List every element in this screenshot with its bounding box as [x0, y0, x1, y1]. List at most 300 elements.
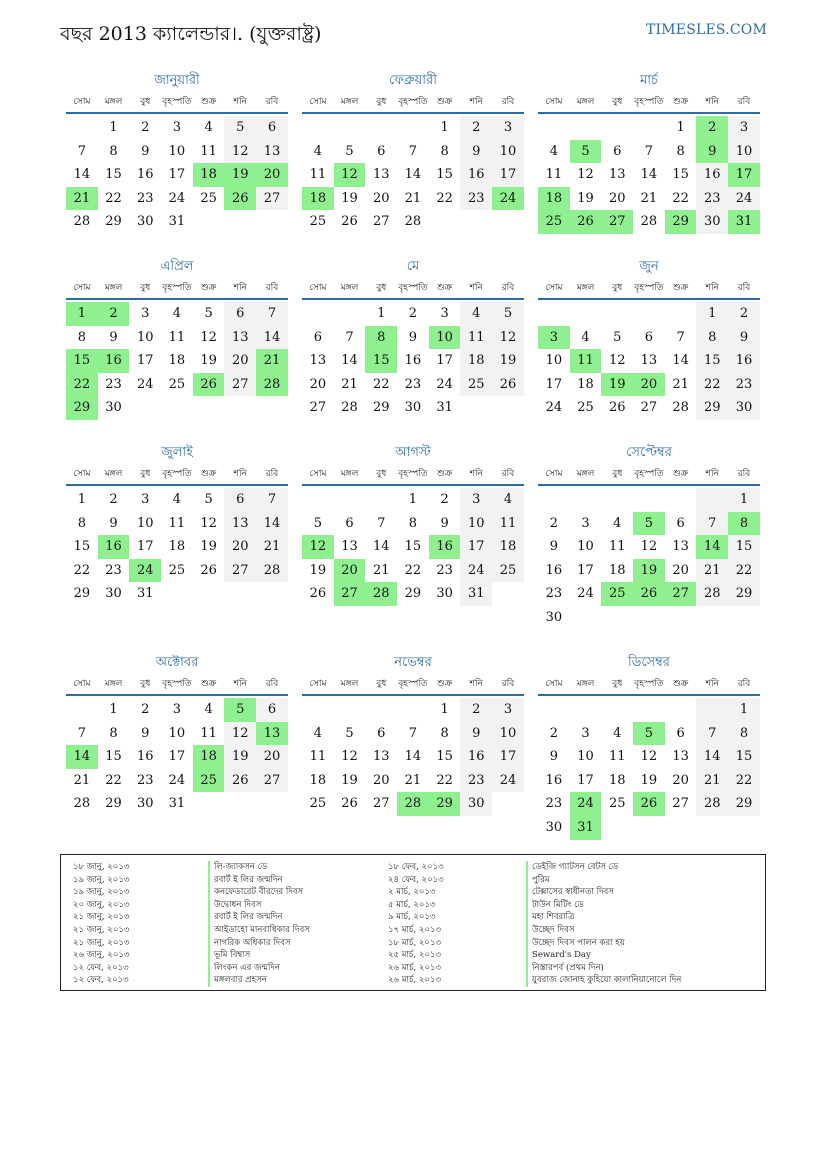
- day-cell: 3: [581, 515, 590, 531]
- day-cell: 20: [372, 772, 390, 788]
- weekday-label: বুধ: [140, 678, 151, 689]
- month-name: ফেব্রুয়ারী: [389, 73, 437, 88]
- day-cell: 15: [404, 539, 422, 555]
- month-10: [302, 654, 524, 816]
- day-cell-empty: [728, 606, 760, 630]
- weekday-label: শনি: [233, 282, 247, 293]
- day-cell: 30: [728, 396, 760, 420]
- weekday-label: বৃহস্পতি: [634, 468, 664, 479]
- day-cell: 6: [676, 515, 685, 531]
- week-row: [302, 769, 524, 793]
- day-cell: 12: [334, 163, 366, 187]
- week-row: [302, 116, 524, 140]
- weekday-label: রবি: [737, 282, 751, 293]
- month-name: নভেম্বর: [394, 655, 432, 670]
- day-cell: 13: [608, 167, 626, 183]
- holiday-name: উচ্ছেদ দিবস: [526, 924, 681, 937]
- day-cell-empty: [728, 816, 760, 840]
- weekday-label: শনি: [469, 678, 483, 689]
- day-cell: 13: [640, 353, 658, 369]
- day-cell: 14: [696, 535, 728, 559]
- day-cell: 6: [313, 329, 322, 345]
- weekday-label: মঙ্গল: [340, 282, 359, 293]
- day-cell: 20: [256, 745, 288, 769]
- weekday-label: বুধ: [376, 678, 387, 689]
- day-cell: 31: [168, 214, 186, 230]
- weekday-label: মঙ্গল: [340, 468, 359, 479]
- day-cell: 19: [224, 745, 256, 769]
- day-cell: 24: [577, 586, 594, 602]
- day-cell-empty: [397, 698, 429, 722]
- holiday-date: ১৮ জানু, ২০১৩: [73, 862, 130, 872]
- day-cell: 17: [168, 167, 186, 183]
- day-cell: 14: [696, 745, 728, 769]
- day-cell-empty: [633, 488, 665, 512]
- day-cell-empty: [397, 116, 429, 140]
- day-cell: 23: [460, 769, 492, 793]
- day-cell: 12: [640, 539, 658, 555]
- day-cell: 26: [224, 187, 256, 211]
- week-row: [66, 582, 288, 606]
- day-cell: 14: [640, 167, 658, 183]
- day-cell: 11: [168, 329, 186, 345]
- day-cell: 12: [492, 326, 524, 350]
- day-cell: 29: [728, 582, 760, 606]
- day-cell-empty: [302, 302, 334, 326]
- day-cell: 23: [136, 190, 154, 206]
- day-cell: 20: [672, 562, 689, 578]
- day-cell: 3: [728, 116, 760, 140]
- day-cell: 14: [372, 539, 390, 555]
- day-cell: 22: [696, 373, 728, 397]
- day-cell: 18: [608, 562, 626, 578]
- day-cell: 23: [460, 187, 492, 211]
- day-cell: 12: [577, 167, 594, 183]
- day-cell: 5: [345, 143, 354, 159]
- day-cell: 17: [136, 353, 154, 369]
- day-cell: 24: [492, 187, 524, 211]
- day-cell: 24: [168, 772, 186, 788]
- day-cell: 28: [640, 214, 658, 230]
- week-row: [66, 488, 288, 512]
- week-row: [538, 582, 760, 606]
- day-cell: 22: [372, 376, 390, 392]
- day-cell: 30: [545, 609, 563, 625]
- day-cell-empty: [633, 606, 665, 630]
- day-cell: 2: [460, 116, 492, 140]
- day-cell: 29: [429, 792, 461, 816]
- day-cell: 7: [408, 725, 418, 741]
- day-cell: 29: [105, 796, 122, 812]
- day-cell: 15: [728, 535, 760, 559]
- day-cell: 26: [341, 214, 358, 230]
- day-cell: 30: [696, 210, 728, 234]
- day-cell: 27: [256, 187, 288, 211]
- day-cell-empty: [633, 302, 665, 326]
- day-cell: 13: [256, 722, 288, 746]
- weekday-label: রবি: [737, 468, 751, 479]
- day-cell: 16: [136, 749, 154, 765]
- day-cell: 14: [341, 353, 358, 369]
- day-cell: 13: [224, 512, 256, 536]
- brand-link[interactable]: TIMESLES.COM: [646, 22, 767, 38]
- month-2: [538, 72, 760, 234]
- day-cell-empty: [256, 582, 288, 606]
- day-cell: 16: [429, 535, 461, 559]
- day-cell: 8: [728, 722, 760, 746]
- day-cell-empty: [665, 698, 697, 722]
- day-cell: 25: [460, 373, 492, 397]
- day-cell-empty: [334, 488, 366, 512]
- weekday-label: বৃহস্পতি: [398, 678, 428, 689]
- month-name: অক্টোবর: [155, 655, 199, 670]
- day-cell: 25: [577, 400, 594, 416]
- day-cell: 18: [492, 535, 524, 559]
- week-row: [302, 373, 524, 397]
- weekday-header: [538, 462, 760, 486]
- day-cell: 15: [672, 167, 689, 183]
- day-cell-empty: [302, 116, 334, 140]
- day-cell: 15: [73, 539, 91, 555]
- day-cell: 5: [204, 492, 213, 507]
- day-cell: 20: [608, 190, 626, 206]
- day-cell: 2: [460, 698, 492, 722]
- day-cell: 11: [545, 167, 563, 183]
- weekday-label: মঙ্গল: [576, 96, 595, 107]
- day-cell-empty: [129, 396, 161, 420]
- week-row: [538, 210, 760, 234]
- day-cell: 25: [601, 582, 633, 606]
- week-row: [538, 373, 760, 397]
- day-cell-empty: [601, 816, 633, 840]
- day-cell: 8: [109, 725, 118, 741]
- day-cell: 25: [492, 559, 524, 583]
- day-cell: 16: [404, 353, 422, 369]
- week-row: [538, 396, 760, 420]
- day-cell-empty: [696, 698, 728, 722]
- day-cell: 25: [193, 769, 225, 793]
- weekday-header: [66, 672, 288, 696]
- day-cell: 25: [200, 190, 217, 206]
- day-cell: 10: [545, 353, 563, 369]
- day-cell-empty: [334, 302, 366, 326]
- day-cell-empty: [429, 210, 461, 234]
- day-cell: 15: [696, 349, 728, 373]
- day-cell: 24: [545, 400, 563, 416]
- day-cell: 17: [436, 353, 453, 369]
- day-cell: 27: [224, 373, 256, 397]
- weekday-label: মঙ্গল: [104, 96, 123, 107]
- weekday-label: রবি: [265, 96, 279, 107]
- week-row: [302, 396, 524, 420]
- day-cell: 10: [492, 722, 524, 746]
- day-cell: 4: [313, 725, 322, 741]
- day-cell: 1: [408, 492, 418, 507]
- day-cell: 8: [676, 143, 685, 159]
- day-cell: 15: [436, 167, 453, 183]
- month-name: মে: [406, 259, 420, 274]
- holiday-date: ৫ মার্চ, ২০১৩: [388, 899, 436, 910]
- day-cell: 30: [105, 400, 122, 416]
- weekday-label: শনি: [233, 678, 247, 689]
- weekday-label: সোম: [73, 678, 91, 689]
- day-cell: 2: [109, 492, 118, 507]
- weekday-header: [66, 462, 288, 486]
- month-name: মার্চ: [639, 73, 658, 88]
- day-cell-empty: [161, 582, 193, 606]
- weekday-label: শনি: [469, 282, 483, 293]
- day-cell: 1: [77, 492, 86, 507]
- week-row: [66, 326, 288, 350]
- weekday-header: [538, 90, 760, 114]
- day-cell: 16: [136, 167, 154, 183]
- weekday-label: মঙ্গল: [104, 678, 123, 689]
- day-cell-empty: [633, 816, 665, 840]
- day-cell: 24: [168, 190, 186, 206]
- day-cell: 7: [77, 725, 86, 741]
- weekday-label: সোম: [73, 282, 91, 293]
- day-cell: 1: [440, 120, 449, 135]
- day-cell: 11: [460, 326, 492, 350]
- weekday-label: শুক্র: [672, 678, 689, 689]
- weekday-label: শুক্র: [200, 282, 217, 293]
- weekday-label: সোম: [73, 468, 91, 479]
- day-cell: 2: [98, 302, 130, 326]
- day-cell: 6: [224, 488, 256, 512]
- weekday-label: বুধ: [140, 468, 151, 479]
- week-row: [538, 302, 760, 326]
- day-cell: 27: [640, 400, 658, 416]
- day-cell: 2: [549, 515, 558, 531]
- week-row: [302, 698, 524, 722]
- day-cell: 6: [613, 143, 622, 159]
- holiday-dates-col: [388, 861, 444, 987]
- day-cell-empty: [66, 698, 98, 722]
- day-cell: 21: [696, 559, 728, 583]
- day-cell-empty: [193, 210, 225, 234]
- day-cell: 9: [696, 140, 728, 164]
- weekday-label: সোম: [545, 96, 563, 107]
- day-cell: 20: [224, 349, 256, 373]
- weekday-label: মঙ্গল: [576, 468, 595, 479]
- holiday-name: লিংকন এর জন্মদিন: [208, 962, 310, 975]
- month-1: [302, 72, 524, 234]
- day-cell: 4: [172, 306, 182, 321]
- day-cell: 8: [109, 143, 118, 159]
- holiday-date: ২৪ ফেব, ২০১৩: [388, 874, 444, 885]
- day-cell: 1: [676, 120, 685, 135]
- day-cell: 28: [256, 373, 288, 397]
- day-cell: 23: [136, 772, 154, 788]
- day-cell: 22: [672, 190, 689, 206]
- day-cell-empty: [365, 116, 397, 140]
- day-cell: 17: [492, 163, 524, 187]
- day-cell: 23: [436, 562, 453, 578]
- week-row: [538, 722, 760, 746]
- day-cell: 15: [66, 349, 98, 373]
- weekday-label: বৃহস্পতি: [634, 96, 664, 107]
- day-cell: 10: [728, 140, 760, 164]
- week-row: [302, 302, 524, 326]
- day-cell: 5: [633, 512, 665, 536]
- day-cell: 3: [460, 488, 492, 512]
- weekday-label: মঙ্গল: [104, 282, 123, 293]
- day-cell: 6: [644, 329, 654, 345]
- day-cell: 10: [577, 749, 594, 765]
- weekday-label: রবি: [265, 468, 279, 479]
- day-cell-empty: [365, 488, 397, 512]
- week-row: [302, 792, 524, 816]
- weekday-label: শনি: [233, 96, 247, 107]
- weekday-label: শনি: [469, 468, 483, 479]
- week-row: [66, 396, 288, 420]
- day-cell: 18: [309, 772, 327, 788]
- day-cell: 4: [492, 488, 524, 512]
- day-cell: 3: [538, 326, 570, 350]
- holiday-date: ১৯ জানু, ২০১৩: [73, 887, 130, 898]
- day-cell: 22: [404, 562, 422, 578]
- day-cell-empty: [193, 792, 225, 816]
- day-cell: 12: [640, 749, 658, 765]
- day-cell: 24: [570, 792, 602, 816]
- day-cell-empty: [696, 606, 728, 630]
- day-cell: 28: [365, 582, 397, 606]
- weekday-label: মঙ্গল: [340, 678, 359, 689]
- week-row: [538, 163, 760, 187]
- day-cell: 23: [105, 562, 122, 578]
- day-cell: 18: [168, 539, 186, 555]
- day-cell: 5: [313, 515, 322, 531]
- day-cell: 26: [633, 582, 665, 606]
- day-cell: 21: [696, 769, 728, 793]
- day-cell: 29: [665, 210, 697, 234]
- day-cell: 29: [372, 400, 390, 416]
- weekday-label: শুক্র: [200, 96, 217, 107]
- day-cell: 5: [633, 722, 665, 746]
- holiday-date: ২৬ জানু, ২০১৩: [73, 950, 130, 961]
- day-cell: 2: [408, 306, 418, 321]
- month-name: জুন: [639, 259, 659, 274]
- day-cell: 22: [436, 190, 453, 206]
- day-cell: 22: [105, 772, 122, 788]
- holiday-names-col: [208, 861, 310, 987]
- day-cell-empty: [460, 396, 492, 420]
- day-cell: 2: [141, 702, 150, 717]
- day-cell: 4: [613, 515, 622, 531]
- day-cell: 11: [492, 512, 524, 536]
- month-3: [66, 258, 288, 420]
- day-cell: 9: [109, 515, 118, 531]
- week-row: [66, 210, 288, 234]
- day-cell: 23: [728, 373, 760, 397]
- week-row: [538, 559, 760, 583]
- day-cell: 10: [577, 539, 594, 555]
- day-cell: 1: [109, 120, 118, 135]
- day-cell: 13: [672, 539, 689, 555]
- holiday-name: লি-জ্যাকসন ডে: [208, 861, 310, 874]
- day-cell: 28: [672, 400, 689, 416]
- month-0: [66, 72, 288, 234]
- weekday-label: শনি: [233, 468, 247, 479]
- day-cell: 16: [728, 349, 760, 373]
- day-cell: 26: [570, 210, 602, 234]
- day-cell: 29: [728, 792, 760, 816]
- day-cell: 27: [334, 582, 366, 606]
- week-row: [66, 512, 288, 536]
- day-cell: 19: [492, 349, 524, 373]
- week-row: [302, 210, 524, 234]
- day-cell-empty: [601, 606, 633, 630]
- day-cell-empty: [193, 582, 225, 606]
- day-cell: 3: [581, 725, 590, 741]
- week-row: [302, 512, 524, 536]
- day-cell: 15: [728, 745, 760, 769]
- week-row: [538, 769, 760, 793]
- day-cell: 24: [136, 376, 154, 392]
- day-cell: 7: [377, 515, 386, 531]
- day-cell: 19: [200, 353, 217, 369]
- day-cell: 27: [372, 796, 390, 812]
- week-row: [538, 745, 760, 769]
- weekday-label: শুক্র: [436, 96, 453, 107]
- day-cell: 3: [492, 698, 524, 722]
- day-cell: 7: [696, 722, 728, 746]
- day-cell: 16: [460, 745, 492, 769]
- day-cell: 19: [633, 559, 665, 583]
- day-cell: 2: [549, 725, 558, 741]
- day-cell: 23: [545, 796, 563, 812]
- day-cell: 28: [73, 214, 91, 230]
- day-cell: 10: [136, 329, 154, 345]
- day-cell: 4: [313, 143, 322, 159]
- month-name: এপ্রিল: [160, 259, 194, 274]
- day-cell-empty: [256, 210, 288, 234]
- day-cell: 27: [601, 210, 633, 234]
- day-cell: 27: [309, 400, 327, 416]
- week-row: [66, 163, 288, 187]
- day-cell: 21: [66, 187, 98, 211]
- month-8: [538, 444, 760, 630]
- weekday-label: বুধ: [376, 282, 387, 293]
- day-cell: 28: [397, 792, 429, 816]
- day-cell: 1: [728, 698, 760, 722]
- week-row: [538, 116, 760, 140]
- week-row: [302, 326, 524, 350]
- day-cell: 12: [200, 515, 217, 531]
- day-cell: 9: [109, 329, 118, 345]
- day-cell: 30: [404, 400, 422, 416]
- day-cell: 14: [404, 167, 422, 183]
- weekday-label: শনি: [705, 282, 719, 293]
- day-cell: 7: [644, 143, 654, 159]
- month-name: জুলাই: [161, 445, 193, 460]
- day-cell: 17: [728, 163, 760, 187]
- holiday-name: যুবরাজ জোনাহ কুহিয়ো কালানিয়ানোলে দিন: [526, 974, 681, 987]
- week-row: [302, 745, 524, 769]
- month-name: সেপ্টেম্বর: [626, 445, 672, 460]
- day-cell: 24: [728, 187, 760, 211]
- holiday-date: ২০ জানু, ২০১৩: [73, 899, 130, 910]
- holiday-name: নিস্তারপর্ব (প্রথম দিন): [526, 962, 681, 975]
- day-cell: 3: [440, 306, 449, 321]
- week-row: [538, 187, 760, 211]
- day-cell-empty: [334, 116, 366, 140]
- weekday-label: সোম: [309, 468, 327, 479]
- week-row: [66, 140, 288, 164]
- day-cell: 24: [129, 559, 161, 583]
- holiday-date: ২ মার্চ, ২০১৩: [388, 887, 436, 898]
- week-row: [302, 187, 524, 211]
